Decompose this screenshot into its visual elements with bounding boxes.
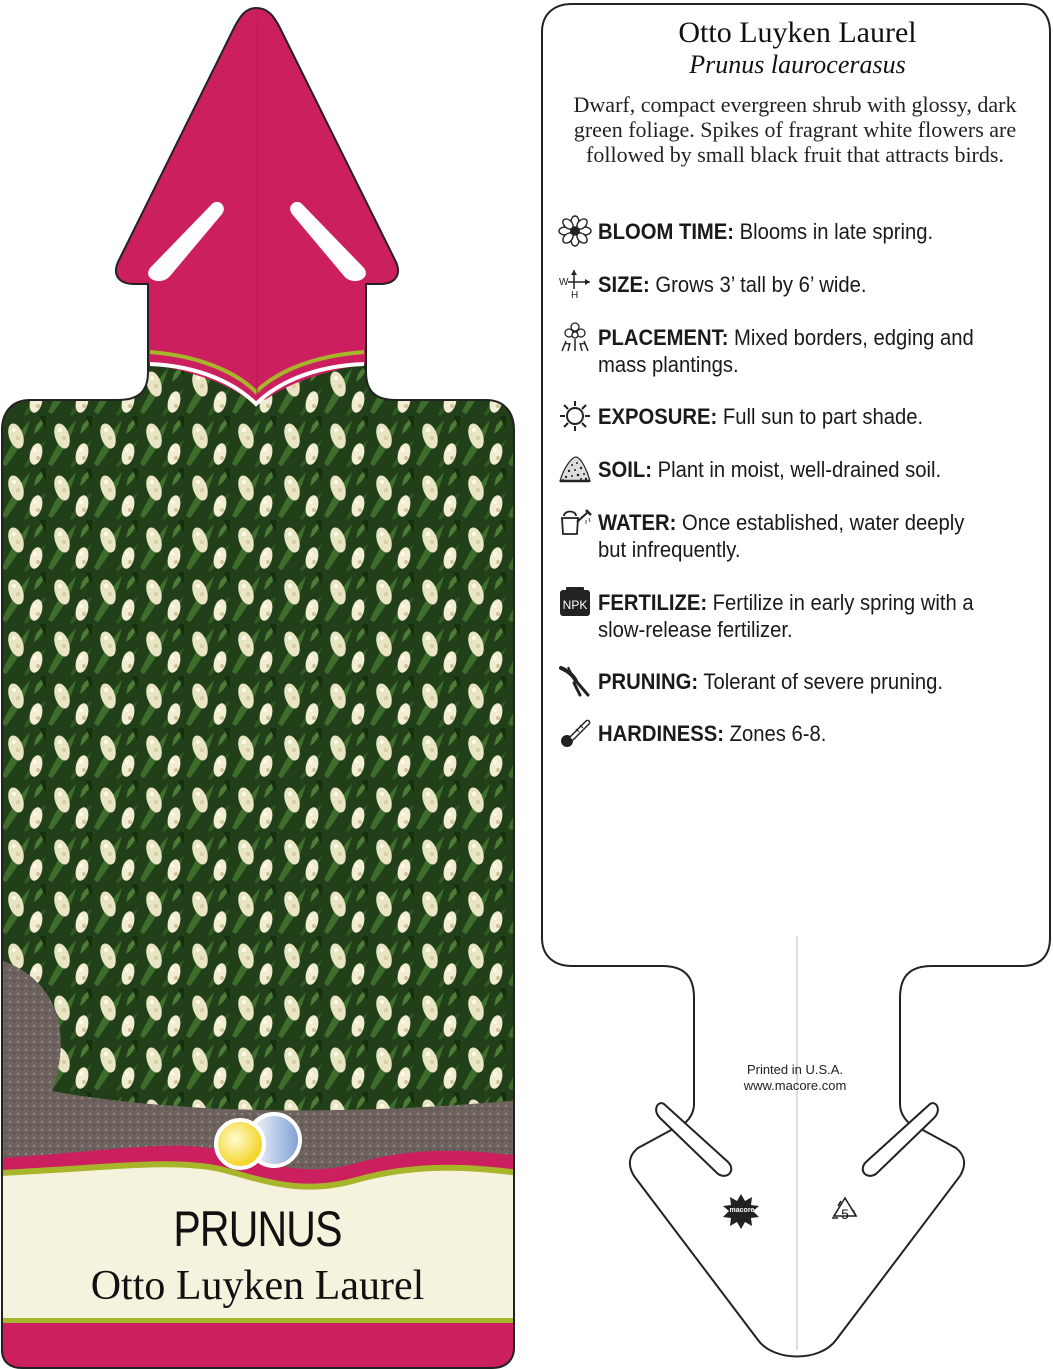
npk-icon xyxy=(558,586,592,618)
soil-value: Plant in moist, well-drained soil. xyxy=(651,457,942,482)
pruning-row xyxy=(558,668,1028,697)
size-label: SIZE: xyxy=(598,272,650,297)
soil-label: SOIL: xyxy=(598,457,652,482)
recycle-number: 5 xyxy=(841,1206,849,1222)
placement-icon xyxy=(558,321,592,353)
latin-name: Prunus laurocerasus xyxy=(689,50,906,79)
size-icon xyxy=(558,268,592,300)
fertilize-label: FERTILIZE: xyxy=(598,590,708,615)
water-value: Once established, water deeply but infrequently. xyxy=(598,510,965,562)
pruning-label: PRUNING: xyxy=(598,669,699,694)
placement-value: Mixed borders, edging and mass plantings. xyxy=(598,325,974,377)
printed-line-2: www.macore.com xyxy=(743,1078,847,1093)
hardiness-value: Zones 6-8. xyxy=(723,721,827,746)
plant-description: Dwarf, compact evergreen shrub with glossy, dark green foliage. Spikes of fragrant white flowers are followed by small black fruit that attracts birds. xyxy=(573,92,1017,167)
thermometer-icon xyxy=(558,717,592,749)
placement-row xyxy=(558,324,1028,378)
flower-icon xyxy=(558,215,592,247)
common-name-title: Otto Luyken Laurel xyxy=(90,1263,425,1309)
bloom-time-label: BLOOM TIME: xyxy=(598,219,735,244)
exposure-value: Full sun to part shade. xyxy=(717,404,924,429)
bloom-time-value: Blooms in late spring. xyxy=(734,219,934,244)
pruners-icon xyxy=(558,665,592,697)
hardiness-label: HARDINESS: xyxy=(598,721,724,746)
genus-title: PRUNUS xyxy=(173,1201,342,1257)
fertilize-row xyxy=(558,589,1028,643)
printed-line-1: Printed in U.S.A. xyxy=(746,1062,844,1077)
size-icon-w: W xyxy=(559,277,569,288)
plant-name: Otto Luyken Laurel xyxy=(678,16,917,49)
size-value: Grows 3’ tall by 6’ wide. xyxy=(649,272,867,297)
bloom-time-row xyxy=(558,218,1028,247)
sun-icon xyxy=(558,400,592,432)
hardiness-row xyxy=(558,720,1028,749)
water-label: WATER: xyxy=(598,510,677,535)
soil-icon xyxy=(558,453,592,485)
macore-logo-text: macore xyxy=(729,1207,755,1214)
exposure-row xyxy=(558,403,1028,432)
size-row xyxy=(558,271,1028,300)
soil-row xyxy=(558,456,1028,485)
fertilize-value: Fertilize in early spring with a slow-release fertilizer. xyxy=(598,590,974,642)
water-row xyxy=(558,509,1028,563)
size-icon-h: H xyxy=(571,290,579,300)
placement-label: PLACEMENT: xyxy=(598,325,729,350)
pruning-value: Tolerant of severe pruning. xyxy=(698,669,943,694)
watering-can-icon xyxy=(558,506,592,538)
exposure-label: EXPOSURE: xyxy=(598,404,718,429)
npk-text: NPK xyxy=(562,598,588,612)
printer-credit xyxy=(700,1062,890,1094)
